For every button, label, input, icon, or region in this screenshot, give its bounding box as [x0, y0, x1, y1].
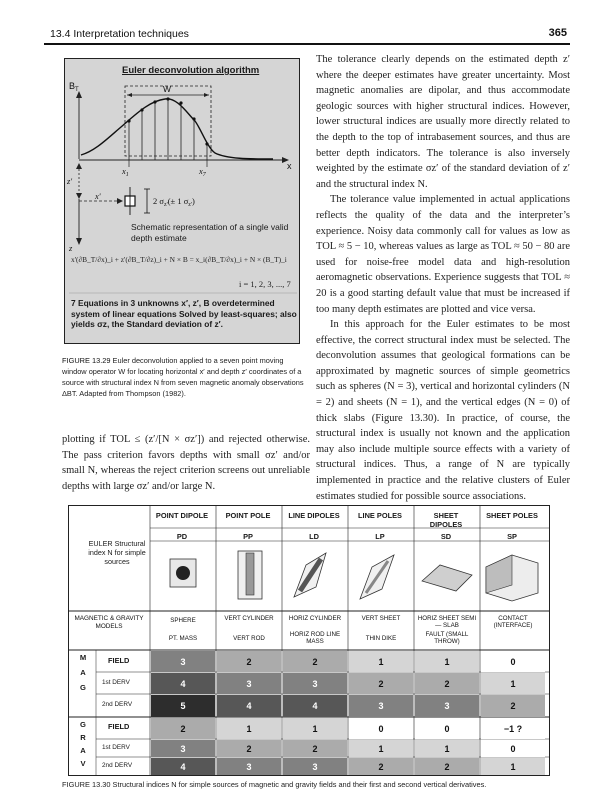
sigma-label: 2 $\sigma_{z'}(\pm 1$ $\sigma_{z'}$)	[153, 196, 195, 208]
index-cell: 2	[415, 758, 479, 775]
index-cell: 0	[481, 740, 545, 757]
index-cell: 2	[415, 673, 479, 694]
grav-letter: A	[80, 746, 86, 755]
figure-13-30-caption	[62, 780, 562, 789]
col-header: SHEET POLES	[486, 511, 538, 520]
mag-letter: A	[80, 668, 86, 677]
col-abbr: LD	[309, 532, 319, 541]
index-cell: 1	[415, 740, 479, 757]
gravity-model: THIN DIKE	[365, 635, 397, 642]
zprime-arrow-top	[76, 163, 82, 169]
paragraph: In this approach for the Euler estimates to be most effective, the correct structural index must be selected. The deconvolution assumes that geological formations can be approximated by magnetic sources of simple geometrics such as spheres (N = 3), vertical and horizontal cylinders (N = 2) and sheets (N = 1), and the vertical edges (N = 0) of thick slabs (Figure 13.30). In practice, of course, the structural index is usually not known and the application may also include multiple source effects with a variety of structural indices. Thus, a range of N are typically implemented in practice and the relative clusters of Euler estimates studied for possible source associations.	[316, 319, 570, 502]
col-header: LINE POLES	[358, 511, 402, 520]
index-cell: −1 ?	[481, 718, 545, 739]
index-cell: 4	[217, 695, 281, 717]
index-cell: 1	[481, 673, 545, 694]
paragraph: The tolerance value implemented in actual applications reflects the quality of the data and the interpreter’s experience. Noisy data commonly call for values as low as TOL ≈ 5 − 10, whereas values as large as TOL ≈ 50 − 80 are used for noise-free model data and high-resolution aeromagnetic observations. Experience suggests that TOL ≈ 20 is a good starting default value that must be increased if too many depth estimates are plotted and vice versa.	[316, 194, 570, 315]
equation-text: x'(∂B_T/∂x)_i + z'(∂B_T/∂z)_i + N × B = x_i(∂B_T/∂x)_i + N × (B_T)_i	[71, 255, 287, 264]
grav-letter: V	[80, 759, 86, 768]
index-cell: 2	[283, 651, 347, 672]
x-label: x	[287, 161, 292, 171]
index-cell: 3	[217, 758, 281, 775]
right-column	[316, 52, 570, 504]
index-cell: 4	[151, 758, 215, 775]
paragraph: plotting if TOL ≤ (z′/[N × σz′]) and rejected otherwise. The pass criterion favors depths with small σz′ and/or small N, whereas the reject criterion screens out unreliable depths with large σz′ and/or large N.	[62, 434, 310, 492]
schematic-label: Schematic representation of a single valid depth estimate	[131, 222, 289, 243]
xprime-label: x'	[95, 191, 101, 201]
paragraph: The tolerance clearly depends on the estimated depth z′ where the deeper estimates have greater uncertainty. Most magnetic anomalies are dipolar, and thus accommodate geologic sources with higher structural indices. However, lower structural indices are usually more directly related to the depth to the top of intrabasement sources, and thus are better depth indicators. The tolerance is also inversely weighted by the estimate σz′ of the standard deviation of z′ and the structural index N.	[316, 54, 570, 190]
zprime-arrow-bottom	[76, 193, 82, 199]
index-cell: 1	[481, 758, 545, 775]
magnetic-model: HORIZ SHEET SEMI — SLAB	[417, 615, 477, 630]
row-label: FIELD	[108, 722, 130, 731]
col-abbr: SD	[440, 532, 452, 541]
sphere-icon	[176, 566, 190, 580]
z-arrow	[76, 238, 82, 245]
magnetic-model: VERT CYLINDER	[224, 615, 274, 622]
index-cell: 3	[151, 740, 215, 757]
index-cell: 3	[349, 695, 413, 717]
index-cell: 2	[283, 740, 347, 757]
grav-letter: G	[80, 720, 86, 729]
index-cell: 1	[349, 740, 413, 757]
figure-title: Euler deconvolution algorithm	[122, 65, 260, 76]
row-label: 2nd DERV	[102, 762, 133, 769]
index-cell: 2	[349, 673, 413, 694]
euler-label: EULER Structural index N for simple sources	[88, 539, 146, 566]
mag-letter: G	[80, 683, 86, 692]
zprime-label: z'	[67, 176, 73, 186]
section-title: 13.4 Interpretation techniques	[50, 28, 189, 40]
figure-13-29	[64, 58, 300, 344]
index-cell: 2	[151, 718, 215, 739]
grav-letter: R	[80, 733, 86, 742]
index-cell: 1	[283, 718, 347, 739]
index-cell: 4	[283, 695, 347, 717]
caption-text: Euler deconvolution applied to a seven point moving window operator W for locating horizontal x′ and depth z′ coordinates of a source with structural index N from seven magnetic anomaly observations ΔBT. Adapted from Thompson (1982).	[62, 356, 304, 398]
index-cell: 1	[217, 718, 281, 739]
mag-letter: M	[79, 653, 87, 662]
x7-label: $x_7$	[199, 166, 206, 178]
bt-label: $B_T$	[69, 81, 79, 93]
magnetic-model: CONTACT (INTERFACE)	[493, 615, 533, 630]
col-header: SHEET DIPOLES	[429, 511, 463, 529]
w-arrow-right	[204, 93, 209, 97]
col-abbr: SP	[507, 532, 517, 541]
index-cell: 2	[217, 651, 281, 672]
index-cell: 2	[349, 758, 413, 775]
magnetic-model: HORIZ CYLINDER	[288, 615, 342, 622]
index-cell: 3	[283, 673, 347, 694]
equation-index: i = 1, 2, 3, ..., 7	[239, 279, 291, 289]
w-arrow-left	[127, 93, 132, 97]
index-cell: 0	[415, 718, 479, 739]
z-label: z	[69, 243, 73, 253]
index-cell: 3	[283, 758, 347, 775]
gravity-model: VERT ROD	[233, 635, 265, 642]
vert-cylinder-icon	[246, 553, 254, 595]
euler-equation	[71, 255, 295, 289]
col-abbr: PD	[176, 532, 188, 541]
index-cell: 4	[151, 673, 215, 694]
page-number: 365	[548, 27, 567, 39]
w-label: W	[163, 84, 172, 94]
sample-points	[129, 99, 207, 160]
col-header: POINT DIPOLE	[155, 511, 209, 520]
index-cell: 1	[349, 651, 413, 672]
caption-label: FIGURE 13.30	[62, 780, 111, 789]
anomaly-curve	[81, 99, 273, 159]
index-cell: 2	[481, 695, 545, 717]
caption-text: Structural indices N for simple sources of magnetic and gravity fields and their first and second vertical derivatives.	[112, 780, 487, 789]
figure-summary: 7 Equations in 3 unknowns x′, z′, B overdetermined system of linear equations Solved by least-squares; also yields σz, the Standard deviation of z′.	[71, 298, 297, 330]
magnetic-model: SPHERE	[170, 617, 196, 624]
index-cell: 1	[415, 651, 479, 672]
index-cell: 0	[481, 651, 545, 672]
caption-label: FIGURE 13.29	[62, 356, 111, 365]
index-cell: 0	[349, 718, 413, 739]
magnetic-model: VERT SHEET	[361, 615, 401, 622]
col-header: LINE DIPOLES	[288, 511, 340, 520]
col-abbr: PP	[243, 532, 253, 541]
gravity-model: HORIZ ROD LINE MASS	[289, 631, 341, 646]
col-abbr: LP	[375, 532, 385, 541]
row-label: 1st DERV	[102, 744, 130, 751]
index-cell: 3	[217, 673, 281, 694]
figure-13-30	[68, 505, 550, 792]
row-label: 1st DERV	[102, 679, 130, 686]
row-label: 2nd DERV	[102, 701, 133, 708]
index-cell: 3	[415, 695, 479, 717]
index-cell: 3	[151, 651, 215, 672]
x1-label: $x_1$	[122, 166, 129, 178]
figure-13-29-caption	[62, 355, 308, 399]
gravity-model: FAULT (SMALL THROW)	[425, 631, 469, 646]
header-rule	[44, 43, 570, 45]
index-cell: 5	[151, 695, 215, 717]
gravity-model: PT. MASS	[168, 635, 198, 642]
left-column	[62, 432, 310, 494]
models-label: MAGNETIC & GRAVITY MODELS	[74, 615, 144, 631]
running-header	[0, 26, 615, 42]
col-header: POINT POLE	[225, 511, 271, 520]
row-label: FIELD	[108, 656, 130, 665]
xprime-arrow	[117, 198, 123, 204]
index-cell: 2	[217, 740, 281, 757]
